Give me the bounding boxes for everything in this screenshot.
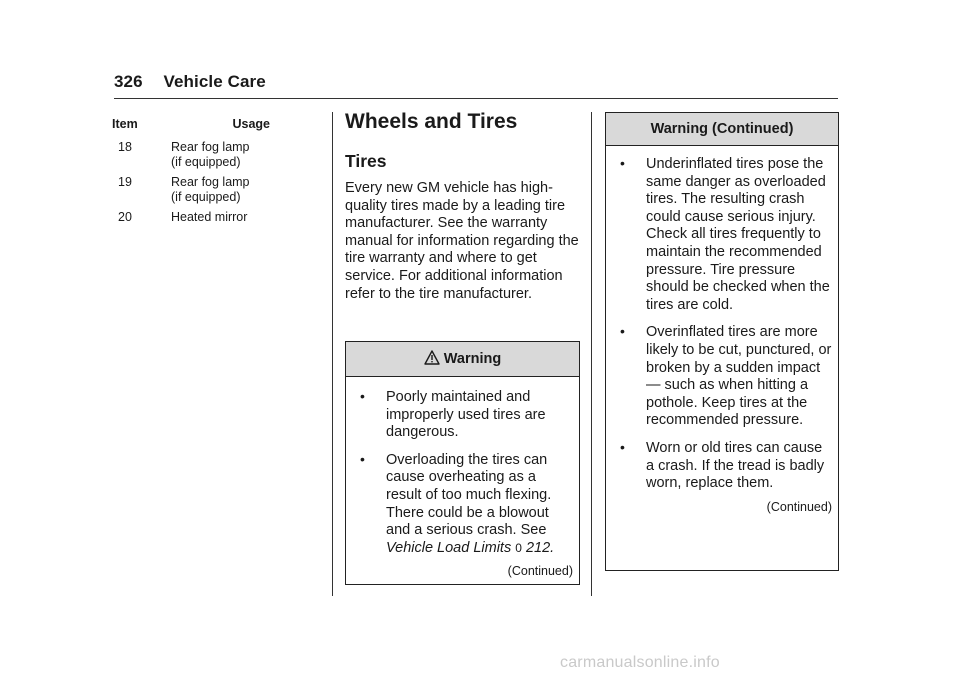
- item-number: 20: [118, 210, 132, 224]
- item-usage-table: [112, 117, 270, 225]
- page-header: [114, 72, 266, 92]
- warning-header: [346, 342, 579, 377]
- continued-label: (Continued): [507, 564, 573, 579]
- table-row: [112, 140, 270, 170]
- bullet-glyph: •: [620, 155, 625, 171]
- table-header: [112, 117, 270, 135]
- header-rule: [114, 98, 838, 99]
- continued-label: (Continued): [766, 499, 832, 514]
- usage-cell: [171, 210, 281, 225]
- column-divider-left: [332, 112, 333, 596]
- bullet-text: Overloading the tires can cause overheating as a result of too much flexing. There could be a blowout and a serious crash. See: [386, 451, 552, 539]
- table-row: [112, 210, 270, 225]
- page-reference: [515, 540, 554, 556]
- warning-triangle-icon: [424, 344, 440, 378]
- column-header-item: Item: [112, 117, 138, 131]
- watermark: carmanualsonline.info: [560, 654, 720, 671]
- usage-cell: [171, 175, 281, 205]
- bullet-text: Underinflated tires pose the same danger as overloaded tires. The resulting crash could cause serious injury. Check all tires frequently to maintain the recommended pressure. Tire pressure should be checked when the tires are cold.: [646, 156, 830, 313]
- warning-bullet: [606, 440, 838, 493]
- warning-body: [606, 146, 838, 516]
- page-ref-number: 212.: [525, 539, 555, 556]
- column-header-usage: Usage: [232, 117, 270, 131]
- page-ref-arrow-icon: 0: [515, 540, 522, 555]
- usage-line: (if equipped): [171, 155, 241, 169]
- warning-bullet: [346, 389, 579, 442]
- warning-bullet: [346, 452, 579, 558]
- usage-line: Rear fog lamp: [171, 140, 250, 154]
- bullet-text: Overinflated tires are more likely to be cut, punctured, or broken by a sudden impact — such as when hitting a pothole. Keep tires at the recommended pressure.: [646, 324, 832, 429]
- bullet-glyph: •: [360, 388, 365, 404]
- item-number: 19: [118, 175, 132, 189]
- item-number: 18: [118, 140, 132, 154]
- bullet-text: Poorly maintained and improperly used tires are dangerous.: [386, 389, 546, 441]
- vehicle-load-limits-link[interactable]: Vehicle Load Limits: [386, 539, 512, 556]
- usage-line: (if equipped): [171, 190, 241, 204]
- bullet-glyph: •: [620, 438, 625, 455]
- table-row: [112, 175, 270, 205]
- warning-header: Warning (Continued): [606, 113, 838, 146]
- warning-box: [345, 341, 580, 585]
- tires-paragraph: Every new GM vehicle has high-quality tires made by a leading tire manufacturer. See the warranty manual for information regarding the tire warranty and where to get service. For additional information refer to the tire manufacturer.: [345, 180, 579, 302]
- bullet-text: Worn or old tires can cause a crash. If the tread is badly worn, replace them.: [646, 439, 825, 492]
- main-column: [345, 108, 579, 303]
- usage-line: Heated mirror: [171, 210, 248, 224]
- warning-box-continued: [605, 112, 839, 571]
- warning-bullet: [606, 156, 838, 314]
- column-divider-right: [591, 112, 592, 596]
- usage-line: Rear fog lamp: [171, 175, 250, 189]
- bullet-glyph: •: [620, 323, 625, 340]
- usage-cell: [171, 140, 281, 170]
- page-number: 326: [114, 72, 143, 91]
- bullet-glyph: •: [360, 450, 365, 467]
- section-heading: Wheels and Tires: [345, 110, 518, 133]
- subsection-heading: Tires: [345, 151, 387, 171]
- warning-body: [346, 377, 579, 581]
- warning-title: Warning: [443, 351, 502, 367]
- warning-bullet: [606, 324, 838, 430]
- section-title: Vehicle Care: [163, 72, 266, 91]
